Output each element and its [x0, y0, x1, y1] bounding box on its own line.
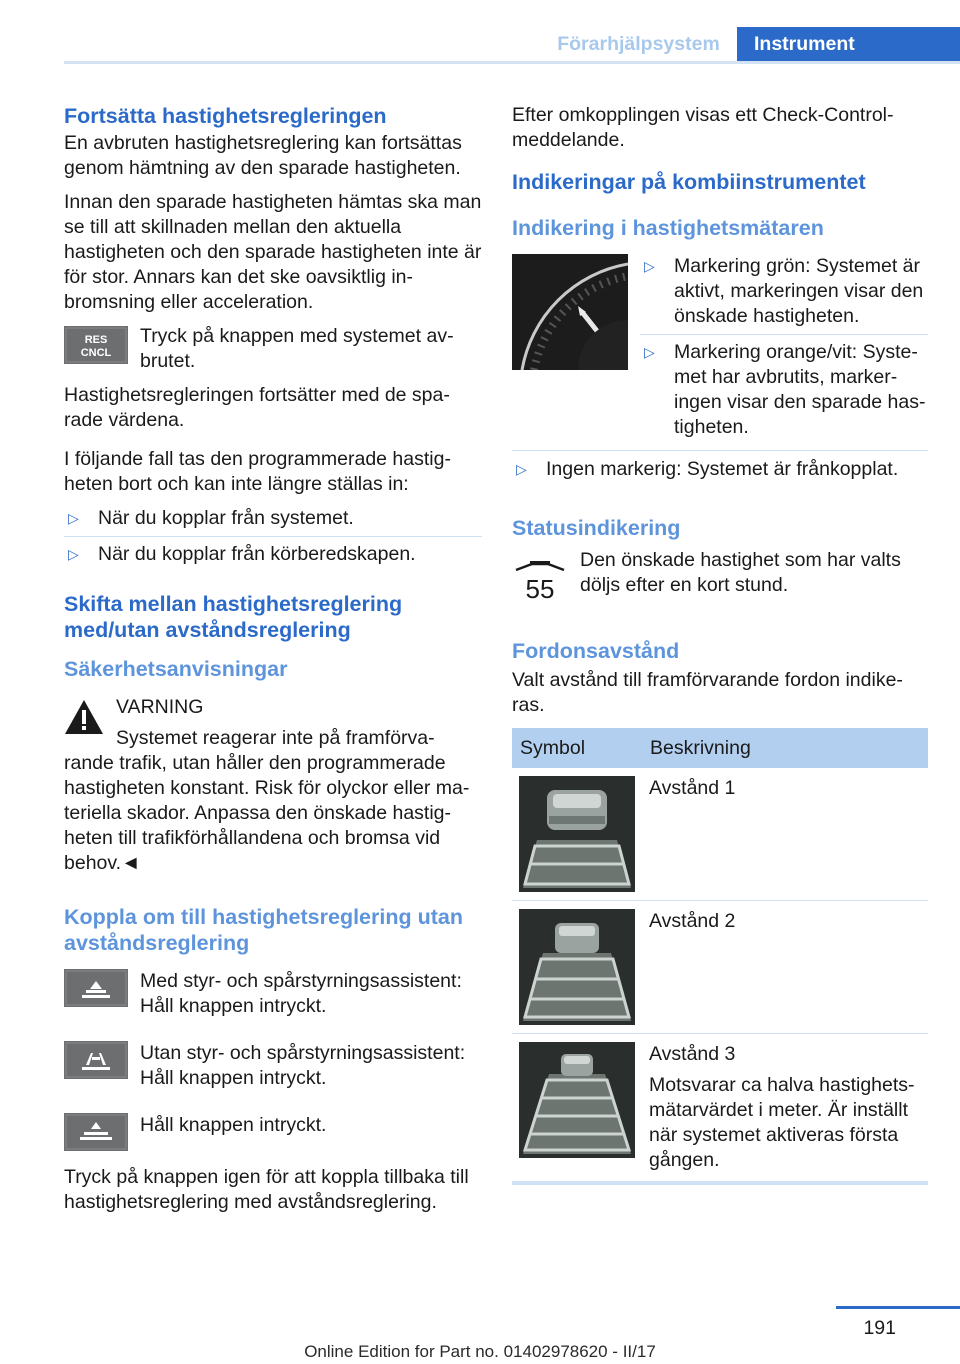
- distance-1-image: [519, 776, 635, 892]
- list-item: ▷ När du kopplar från körberedskapen.: [68, 543, 416, 565]
- table-header-description: Beskrivning: [642, 728, 928, 768]
- triangle-bullet-icon: ▷: [516, 461, 527, 477]
- triangle-bullet-icon: ▷: [644, 344, 655, 360]
- header-section-title: Förarhjälpsystem: [557, 33, 720, 55]
- cncl-label: CNCL: [80, 347, 112, 359]
- speedometer-block: [512, 254, 928, 450]
- footer-rule: [836, 1306, 960, 1309]
- table-row: [512, 768, 928, 901]
- button-2-text: Utan styr- och spårstyrningsassistent: Håll knappen intryckt.: [140, 1042, 466, 1089]
- warning-triangle-icon: [64, 699, 104, 735]
- button-1-text: Med styr- och spårstyrningsassistent: Håll knappen intryckt.: [140, 970, 462, 1017]
- distance-3-image: [519, 1042, 635, 1158]
- res-button-block: [64, 324, 482, 374]
- distance-2-image: [519, 909, 635, 1025]
- status-text: Den önskade hastighet som har valts döljs efter en kort stund.: [580, 549, 901, 596]
- paragraph: Tryck på knappen igen för att koppla tillbaka till hastighetsreglering med avståndsreglering.: [64, 1166, 469, 1213]
- list-item: ▷ När du kopplar från systemet.: [64, 506, 482, 537]
- speed-status-icon: [512, 548, 568, 604]
- list-item: ▷ Markering grön: Systemet är aktivt, markeringen visar den önskade hastigheten.: [640, 254, 928, 335]
- button-block-3: [64, 1113, 482, 1151]
- table-header-row: [512, 728, 928, 768]
- warning-text: rande trafik, utan håller den programmerade hastigheten konstant. Risk för olyckor eller ma-teriella skador. Anpassa den önskade hastig-heten till trafikförhållandena och bromsa vid behov.◄: [64, 752, 470, 874]
- header-rule: [64, 61, 960, 64]
- heading-speedometer: Indikering i hastighetsmätaren: [512, 216, 824, 240]
- paragraph: En avbruten hastighetsreglering kan fortsättas genom hämtning av den sparade hastigheten.: [64, 132, 462, 179]
- distance-3-label: Avstånd 3: [649, 1043, 736, 1065]
- right-column: [512, 103, 928, 1185]
- button-3-text: Håll knappen intryckt.: [140, 1114, 327, 1136]
- heading-distance: Fordonsavstånd: [512, 639, 680, 663]
- warning-text-first: Systemet reagerar inte på framförva-: [116, 727, 435, 749]
- paragraph: Innan den sparade hastigheten hämtas ska man se till att skillnaden mellan den aktuella hastigheten och den sparade hastigheten inte är för stor. Annars kan det ske oavsiktlig in-bromsning eller acceleration.: [64, 191, 482, 313]
- lane-distance-button-icon: [64, 1041, 128, 1079]
- status-block: [512, 548, 928, 604]
- button-block-2: [64, 1041, 482, 1091]
- heading-safety: Säkerhetsanvisningar: [64, 657, 288, 681]
- heading-switch-to: Koppla om till hastighetsreglering utan avståndsreglering: [64, 905, 463, 955]
- speedometer-list-2: [512, 450, 928, 487]
- paragraph: Valt avstånd till framförvarande fordon indike-ras.: [512, 669, 903, 716]
- paragraph: I följande fall tas den programmerade hastig-heten bort och kan inte längre ställas in:: [64, 448, 451, 495]
- heading-status: Statusindikering: [512, 516, 681, 540]
- warning-title: VARNING: [116, 696, 204, 718]
- res-cncl-button-icon: [64, 326, 128, 364]
- paragraph: Hastighetsregleringen fortsätter med de spa-rade värdena.: [64, 384, 450, 431]
- warning-block: [64, 695, 482, 751]
- list-item: ▷ Ingen markerig: Systemet är frånkopplat.: [516, 458, 899, 480]
- res-label: RES: [84, 334, 108, 346]
- paragraph: Efter omkopplingen visas ett Check-Control-meddelande.: [512, 104, 894, 151]
- triangle-bullet-icon: ▷: [68, 510, 79, 526]
- heading-kombi: Indikeringar på kombiinstrumentet: [512, 170, 866, 194]
- speedometer-list: [640, 254, 928, 450]
- table-row: [512, 901, 928, 1034]
- left-column: [64, 103, 482, 1224]
- heading-resume: Fortsätta hastighetsregleringen: [64, 104, 387, 128]
- triangle-bullet-icon: ▷: [644, 258, 655, 274]
- cruise-button-icon: [64, 1113, 128, 1151]
- distance-table: [512, 728, 928, 1185]
- page-number: 191: [863, 1317, 896, 1339]
- list-item: ▷ Markering orange/vit: Syste-met har avbrutits, marker-ingen visar den sparade has-tigheten.: [644, 341, 926, 438]
- distance-button-icon: [64, 969, 128, 1007]
- distance-1-label: Avstånd 1: [642, 768, 928, 901]
- header-chapter-tab[interactable]: Instrument: [737, 27, 960, 64]
- table-header-symbol: Symbol: [512, 728, 642, 768]
- table-row: [512, 1034, 928, 1184]
- distance-3-description: Motsvarar ca halva hastighets-mätarvärdet i meter. Är inställt när systemet aktiveras första gången.: [649, 1074, 915, 1171]
- triangle-bullet-icon: ▷: [68, 546, 79, 562]
- status-speed-value: 55: [525, 574, 555, 604]
- res-button-text: Tryck på knappen med systemet av-brutet.: [140, 325, 454, 372]
- button-block-1: [64, 969, 482, 1019]
- bullet-list: [64, 506, 482, 572]
- distance-2-label: Avstånd 2: [642, 901, 928, 1034]
- footer-edition: Online Edition for Part no. 01402978620 - II/17: [304, 1342, 656, 1361]
- speedometer-image: [512, 254, 628, 370]
- heading-switch: Skifta mellan hastighetsreglering med/utan avståndsreglering: [64, 592, 403, 642]
